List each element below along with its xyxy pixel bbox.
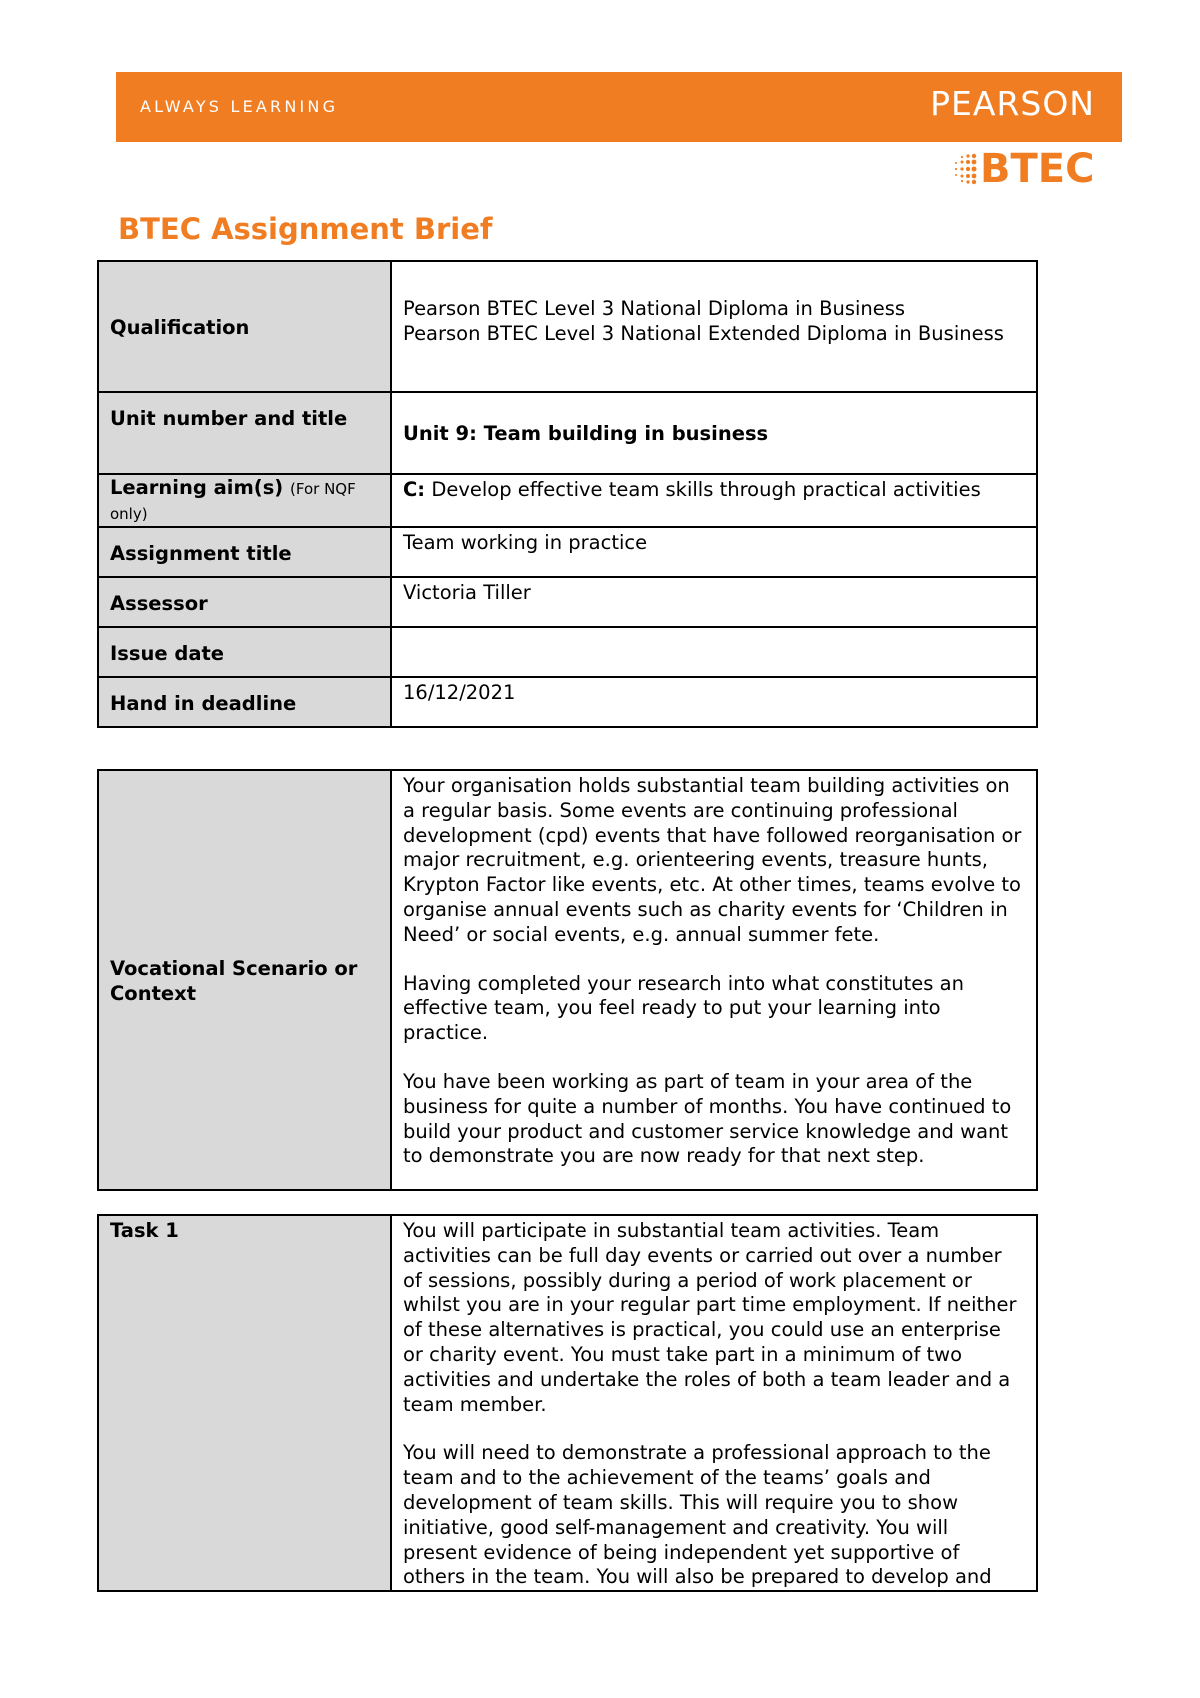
task1-paragraph-2: You will need to demonstrate a professional approach to the team and to the achievement of the teams’ goals and development of team skills. This will require you to show initiative, good self-management and creativity. You will present evidence of being independent yet supportive of others in the team. You will also be prepared to develop and (403, 1441, 992, 1589)
scenario-label: Vocational Scenario or Context (98, 770, 391, 1190)
btec-dots-icon (952, 152, 978, 186)
deadline-value: 16/12/2021 (391, 677, 1037, 727)
learning-aim-value-cell (391, 474, 1037, 527)
qualification-line-2: Pearson BTEC Level 3 National Extended Diploma in Business (403, 322, 1004, 345)
scenario-row (98, 770, 1037, 1190)
qualification-label: Qualification (98, 261, 391, 392)
tagline: ALWAYS LEARNING (140, 97, 339, 116)
task1-row (98, 1215, 1037, 1591)
assignment-title-label: Assignment title (98, 527, 391, 577)
qualification-row (98, 261, 1037, 392)
btec-logo (952, 146, 1094, 192)
learning-aim-row (98, 474, 1037, 527)
scenario-paragraph-1: Your organisation holds substantial team building activities on a regular basis. Some events are continuing professional development (cpd) events that have followed reorganisation or major recruitment, e.g. orienteering events, treasure hunts, Krypton Factor like events, etc. At other times, teams evolve to organise annual events such as charity events for ‘Children in Need’ or social events, e.g. annual summer fete. (403, 774, 1022, 946)
btec-logo-text: BTEC (980, 146, 1095, 192)
pearson-logo: PEARSON (930, 84, 1095, 123)
scenario-paragraph-3: You have been working as part of team in your area of the business for quite a number of months. You have continued to build your product and customer service knowledge and want to demonstrate you are now ready for that next step. (403, 1069, 1012, 1168)
assignment-title-value: Team working in practice (391, 527, 1037, 577)
issue-date-row (98, 627, 1037, 677)
issue-date-value (391, 627, 1037, 677)
qualification-value (391, 261, 1037, 392)
assessor-row (98, 577, 1037, 627)
learning-aim-value: Develop effective team skills through practical activities (431, 478, 981, 501)
deadline-row (98, 677, 1037, 727)
scenario-table (97, 769, 1038, 1191)
unit-value: Unit 9: Team building in business (391, 392, 1037, 474)
document-title: BTEC Assignment Brief (118, 212, 493, 246)
learning-aim-prefix: C: (403, 478, 426, 501)
qualification-line-1: Pearson BTEC Level 3 National Diploma in Business (403, 297, 906, 321)
issue-date-label: Issue date (98, 627, 391, 677)
learning-aim-label: Learning aim(s) (110, 476, 284, 499)
assignment-title-row (98, 527, 1037, 577)
task1-label: Task 1 (98, 1215, 391, 1591)
unit-row (98, 392, 1037, 474)
learning-aim-note: (For NQF only) (110, 480, 356, 523)
scenario-paragraph-2: Having completed your research into what constitutes an effective team, you feel ready to put your learning into practice. (403, 971, 964, 1045)
unit-label: Unit number and title (98, 392, 391, 474)
task1-table (97, 1214, 1038, 1592)
assessor-value: Victoria Tiller (391, 577, 1037, 627)
deadline-label: Hand in deadline (98, 677, 391, 727)
assessor-label: Assessor (98, 577, 391, 627)
task1-text-cell (391, 1215, 1037, 1591)
learning-aim-label-cell (98, 474, 391, 527)
details-table (97, 260, 1038, 728)
scenario-text-cell (391, 770, 1037, 1190)
task1-paragraph-1: You will participate in substantial team activities. Team activities can be full day events or carried out over a number of sessions, possibly during a period of work placement or whilst you are in your regular part time employment. If neither of these alternatives is practical, you could use an enterprise or charity event. You must take part in a minimum of two activities and undertake the roles of both a team leader and a team member. (403, 1219, 1017, 1416)
